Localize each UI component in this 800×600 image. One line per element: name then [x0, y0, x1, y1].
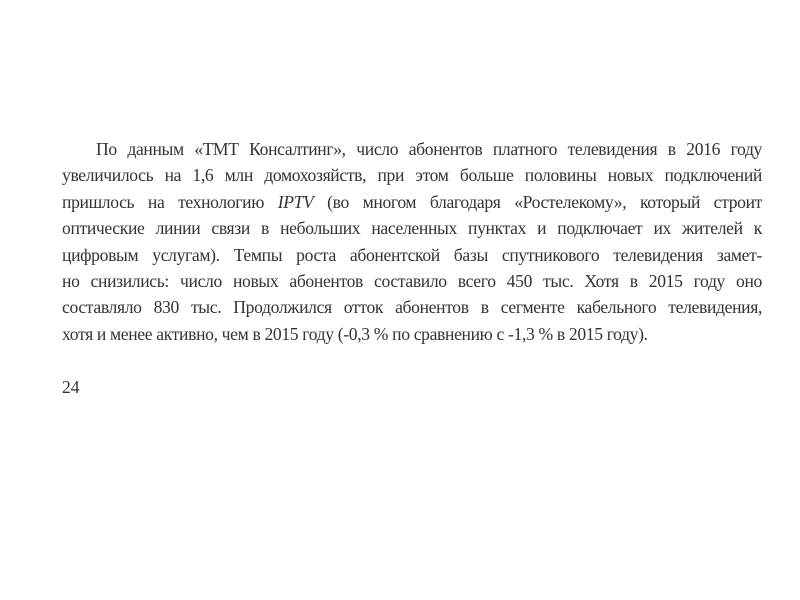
paragraph-line-7: составляло 830 тыс. Продолжился отток абонентов в сегменте кабельного телевидения, [62, 297, 762, 318]
page-number: 24 [62, 377, 80, 397]
paragraph-line-2: увеличилось на 1,6 млн домохозяйств, при этом больше половины новых подключений [62, 165, 762, 186]
body-paragraph [62, 136, 762, 347]
paragraph-line-6: но снизились: число новых абонентов составило всего 450 тыс. Хотя в 2015 году оно [62, 271, 762, 292]
paragraph-line-3-end: (во многом благодаря «Ростелекому», который строит [327, 191, 762, 212]
paragraph-line-4: оптические линии связи в небольших населенных пунктах и подключает их жителей к [62, 218, 762, 239]
paragraph-line-3 [62, 189, 762, 215]
paragraph-line-5: цифровым услугам). Темпы роста абонентской базы спутникового телевидения замет- [62, 244, 762, 265]
iptv-term: IPTV [277, 191, 314, 212]
paragraph-line-8: хотя и менее активно, чем в 2015 году (-0,3 % по сравнению с -1,3 % в 2015 году). [62, 323, 648, 344]
paragraph-line-1: По данным «ТМТ Консалтинг», число абонентов платного телевидения в 2016 году [96, 139, 762, 159]
paragraph-line-3-start: пришлось на технологию [62, 191, 264, 212]
